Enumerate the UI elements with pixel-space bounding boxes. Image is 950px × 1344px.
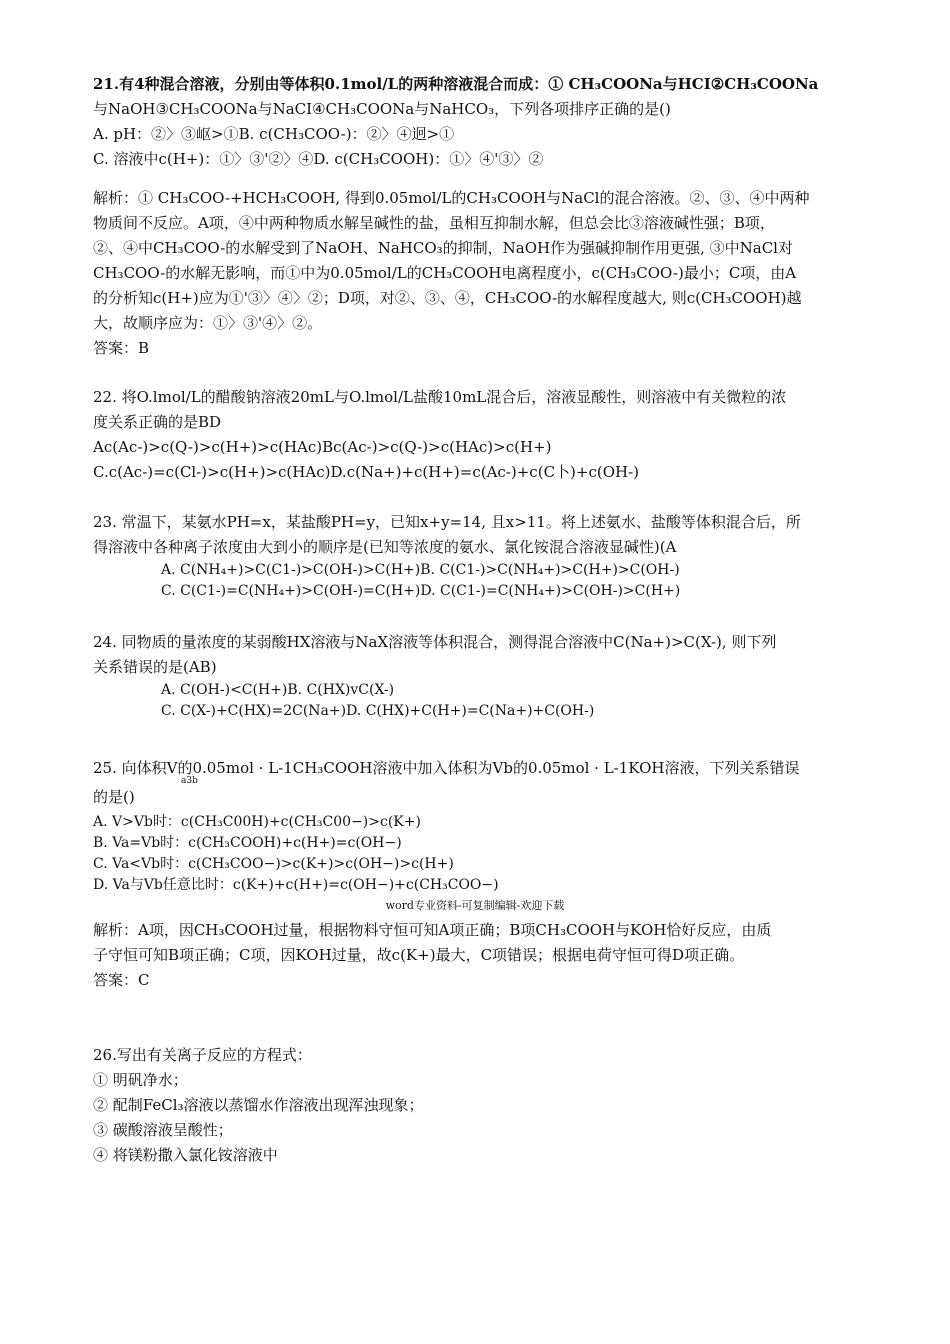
q21-explanation-line-6: 大，故顺序应为：①〉③'④〉②。 <box>93 314 323 332</box>
q23-option-ab: A. C(NH₄+)>C(C1-)>C(OH-)>C(H+)B. C(C1-)>C(NH₄+)>C(H+)>C(OH-) <box>161 562 680 578</box>
q25-explanation-line-2: 子守恒可知B项正确；C项，因KOH过量，故c(K+)最大，C项错误；根据电荷守恒可得D项正确。 <box>93 946 745 964</box>
q22-stem-line-1: 22. 将O.lmol/L的醋酸钠溶液20mL与O.lmol/L盐酸10mL混合后，溶液显酸性，则溶液中有关微粒的浓 <box>93 388 787 406</box>
q21-explanation <box>93 186 863 361</box>
q22-option-ab: Ac(Ac-)>c(Q-)>c(H+)>c(HAc)Bc(Ac-)>c(Q-)>c(HAc)>c(H+) <box>93 438 552 456</box>
q25-explanation-line-1: 解析：A项，因CH₃COOH过量，根据物料守恒可知A项正确；B项CH₃COOH与KOH恰好反应，由质 <box>93 921 772 939</box>
q24-stem-line-1: 24. 同物质的量浓度的某弱酸HX溶液与NaX溶液等体积混合，测得混合溶液中C(Na+)>C(X-), 则下列 <box>93 633 777 651</box>
question-21 <box>93 72 863 172</box>
q25-option-d: D. Va与Vb任意比时：c(K+)+c(H+)=c(OH−)+c(CH₃COO−) <box>93 877 499 893</box>
q21-stem-line-1: 21.有4种混合溶液，分别由等体积0.1mol/L的两种溶液混合而成：① CH₃COONa与HCI②CH₃COONa <box>93 75 819 93</box>
q21-option-cd: C. 溶液中c(H+)：①〉③'②〉④D. c(CH₃COOH)：①〉④'③〉② <box>93 150 544 168</box>
q26-stem: 26.写出有关离子反应的方程式： <box>93 1046 312 1064</box>
q25-option-b: B. Va=Vb时：c(CH₃COOH)+c(H+)=c(OH−) <box>93 835 402 851</box>
q23-option-cd: C. C(C1-)=C(NH₄+)>C(OH-)=C(H+)D. C(C1-)=C(NH₄+)>C(OH-)>C(H+) <box>161 583 681 599</box>
q26-item-4: ④ 将镁粉撒入氯化铵溶液中 <box>93 1146 278 1164</box>
q24-option-cd: C. C(X-)+C(HX)=2C(Na+)D. C(HX)+C(H+)=C(Na+)+C(OH-) <box>161 703 595 719</box>
q25-option-a: A. V>Vb时：c(CH₃C00H)+c(CH₃C00−)>c(K+) <box>93 814 421 830</box>
q25-option-c: C. Va<Vb时：c(CH₃COO−)>c(K+)>c(OH−)>c(H+) <box>93 856 454 872</box>
q25-subscript-label: a3b <box>181 776 198 786</box>
page-footer: word专业资料-可复制编辑-欢迎下载 <box>385 899 565 912</box>
question-22 <box>93 385 863 485</box>
q25-stem-line-1: 25. 向体积V的0.05mol · L-1CH₃COOH溶液中加入体积为Vb的0.05mol · L-1KOH溶液，下列关系错误 <box>93 759 800 777</box>
question-25 <box>93 756 863 896</box>
q23-stem-line-1: 23. 常温下，某氨水PH=x，某盐酸PH=y，已知x+y=14, 且x>11。将上述氨水、盐酸等体积混合后，所 <box>93 513 801 531</box>
q24-stem-line-2: 关系错误的是(AB) <box>93 658 217 676</box>
q21-stem-line-2: 与NaOH③CH₃COONa与NaCI④CH₃COONa与NaHCO₃，下列各项排序正确的是() <box>93 100 671 118</box>
q25-explanation <box>93 918 863 993</box>
q25-stem-line-2: 的是() <box>93 788 135 806</box>
q22-stem-line-2: 度关系正确的是BD <box>93 413 222 431</box>
q21-answer: 答案：B <box>93 339 150 357</box>
q21-explanation-line-5: 的分析知c(H+)应为①'③〉④〉②；D项，对②、③、④，CH₃COO-的水解程度越大, 则c(CH₃COOH)越 <box>93 289 802 307</box>
q25-answer: 答案：C <box>93 971 150 989</box>
q26-item-3: ③ 碳酸溶液呈酸性； <box>93 1121 233 1139</box>
q23-stem-line-2: 得溶液中各种离子浓度由大到小的顺序是(已知等浓度的氨水、氯化铵混合溶液显碱性)(A <box>93 538 677 556</box>
q24-option-ab: A. C(OH-)<C(H+)B. C(HX)vC(X-) <box>161 682 395 698</box>
q21-explanation-line-2: 物质间不反应。A项，④中两种物质水解呈碱性的盐，虽相互抑制水解，但总会比③溶液碱性强；B项， <box>93 214 775 232</box>
q21-explanation-line-4: CH₃COO-的水解无影响，而①中为0.05mol/L的CH₃COOH电离程度小，c(CH₃COO-)最小；C项，由A <box>93 264 797 282</box>
q26-item-1: ① 明矾净水； <box>93 1071 188 1089</box>
q21-explanation-line-3: ②、④中CH₃COO-的水解受到了NaOH、NaHCO₃的抑制，NaOH作为强碱抑制作用更强, ③中NaCl对 <box>93 239 793 257</box>
q21-explanation-line-1: 解析：① CH₃COO-+HCH₃COOH, 得到0.05mol/L的CH₃COOH与NaCl的混合溶液。②、③、④中两种 <box>93 189 810 207</box>
q26-item-2: ② 配制FeCl₃溶液以蒸馏水作溶液出现浑浊现象； <box>93 1096 424 1114</box>
question-24 <box>93 630 863 722</box>
q22-option-cd: C.c(Ac-)=c(Cl-)>c(H+)>c(HAc)D.c(Na+)+c(H+)=c(Ac-)+c(C卜)+c(OH-) <box>93 463 640 481</box>
question-23 <box>93 510 863 602</box>
question-26 <box>93 1043 863 1168</box>
q21-option-ab: A. pH：②〉③岖>①B. c(CH₃COO-)：②〉④迥>① <box>93 125 455 143</box>
